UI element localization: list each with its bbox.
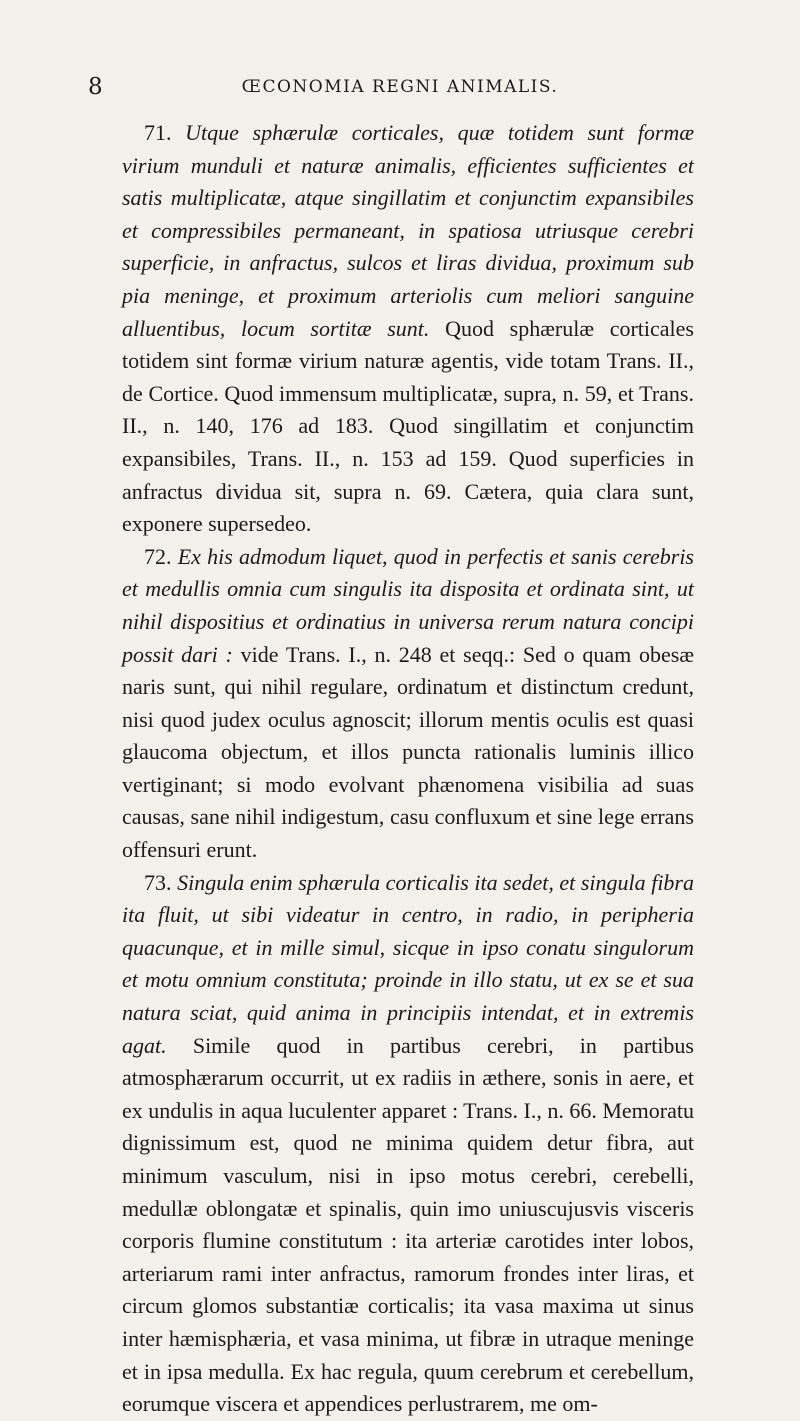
paragraph-number: 72. [144,543,172,569]
paragraph-roman-text: vide Trans. I., n. 248 et seqq.: Sed o quam obesæ naris sunt, qui nihil regulare, ordinatum et distinctum credunt, nisi quod judex oculus agnoscit; illorum mentis oculis est quasi glaucoma objectum, et illos puncta rationalis luminis illico vertiginant; si modo evolvant phænomena visibilia ad suas causas, sane nihil indigestum, casu confluxum et sine lege errans offensuri erunt. [122,641,694,863]
running-title: ŒCONOMIA REGNI ANIMALIS. [241,77,559,97]
paragraph-number: 73. [144,869,172,895]
page-number: 8 [88,74,104,100]
paragraph-italic-text: Singula enim sphærula corticalis ita sedet, et singula fibra ita fluit, ut sibi videatur in centro, in radio, in peripheria quacunque, et in mille simul, sicque in ipso conatu singulorum et motu omnium constituta; proinde in illo statu, ut ex se et sua natura sciat, quid anima in principiis intendat, et in extremis agat. [122,869,694,1058]
paragraph-73 [122,867,694,1421]
paragraph-71 [122,117,694,541]
page-header [88,74,712,104]
paragraph-72 [122,541,694,867]
body-text [122,117,694,1421]
paragraph-italic-text: Ex his admodum liquet, quod in perfectis et sanis cerebris et medullis omnia cum singulis ita disposita et ordinata sint, ut nihil dispositius et ordinatius in universa rerum natura concipi possit dari : [122,543,694,667]
paragraph-roman-text: Simile quod in partibus cerebri, in partibus atmosphærarum occurrit, ut ex radiis in æthere, sonis in aere, et ex undulis in aqua luculenter apparet : Trans. I., n. 66. Memoratu dignissimum est, quod ne minima quidem detur fibra, aut minimum vasculum, nisi in ipso motus cerebri, cerebelli, medullæ oblongatæ et spinalis, quin imo uniuscujusvis visceris corporis flumine constitutum : ita arteriæ carotides inter lobos, arteriarum rami inter anfractus, ramorum frondes inter liras, et circum glomos substantiæ corticalis; ita vasa maxima ut sinus inter hæmisphæria, et vasa minima, ut fibræ in utraque meninge et in ipsa medulla. Ex hac regula, quum cerebrum et cerebellum, eorumque viscera et appendices perlustrarem, me om- [122,1032,694,1417]
paragraph-number: 71. [144,120,172,145]
paragraph-roman-text: Quod sphærulæ corticales totidem sint formæ virium naturæ agentis, vide totam Trans. II., de Cortice. Quod immensum multiplicatæ, supra, n. 59, et Trans. II., n. 140, 176 ad 183. Quod singillatim et conjunctim expansibiles, Trans. II., n. 153 ad 159. Quod superficies in anfractus dividua sit, supra n. 69. Cætera, quia clara sunt, exponere supersedeo. [122,315,694,537]
paragraph-italic-text: Utque sphærulæ corticales, quæ totidem sunt formæ virium munduli et naturæ animalis, efficientes sufficientes et satis multiplicatæ, atque singillatim et conjunctim expansibiles et compressibiles permaneant, in spatiosa utriusque cerebri superficie, in anfractus, sulcos et liras dividua, proximum sub pia meninge, et proximum arteriolis cum meliori sanguine alluentibus, locum sortitæ sunt. [122,120,694,341]
